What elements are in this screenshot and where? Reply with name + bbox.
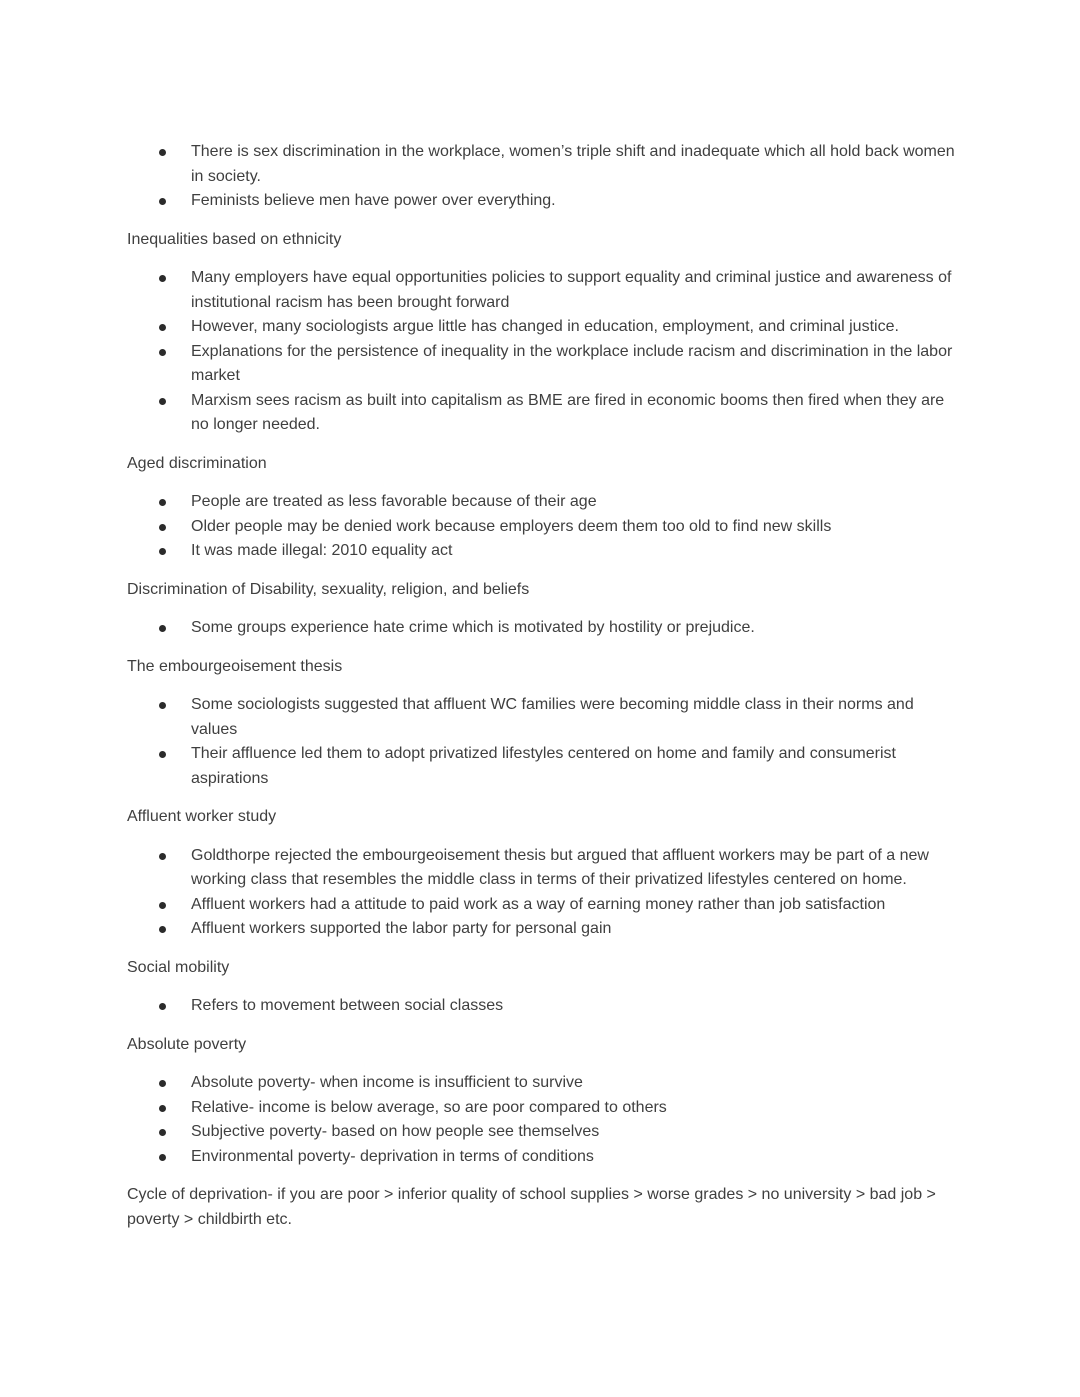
section-heading: Social mobility (127, 958, 230, 976)
bullet-icon (159, 926, 166, 933)
list-item (127, 994, 957, 1019)
list-item (127, 539, 957, 564)
list-item (127, 315, 957, 340)
list-item (127, 1096, 957, 1121)
list-item-text: Some groups experience hate crime which is motivated by hostility or prejudice. (191, 619, 755, 636)
bullet-icon (159, 702, 166, 709)
list-item (127, 893, 957, 918)
list-item (127, 266, 957, 315)
section (127, 578, 957, 641)
list-item (127, 1145, 957, 1170)
list-item (127, 1071, 957, 1096)
section (127, 1033, 957, 1170)
section (127, 956, 957, 1019)
list-item (127, 490, 957, 515)
bullet-list (127, 140, 957, 214)
bullet-icon (159, 625, 166, 632)
list-item (127, 917, 957, 942)
list-item (127, 389, 957, 438)
bullet-icon (159, 198, 166, 205)
bullet-icon (159, 853, 166, 860)
list-item-text: Some sociologists suggested that affluent WC families were becoming middle class in their norms and values (191, 696, 914, 738)
bullet-icon (159, 1154, 166, 1161)
list-item (127, 844, 957, 893)
bullet-icon (159, 324, 166, 331)
bullet-icon (159, 149, 166, 156)
section (127, 805, 957, 942)
bullet-icon (159, 902, 166, 909)
list-item (127, 1120, 957, 1145)
bullet-icon (159, 524, 166, 531)
bullet-icon (159, 1129, 166, 1136)
list-item-text: Older people may be denied work because employers deem them too old to find new skills (191, 517, 832, 535)
list-item-text: Explanations for the persistence of inequality in the workplace include racism and discrimination in the labor market (191, 342, 953, 384)
bullet-icon (159, 751, 166, 758)
list-item-text: Their affluence led them to adopt privatized lifestyles centered on home and family and consumerist aspirations (191, 745, 896, 787)
bullet-icon (159, 398, 166, 405)
bullet-icon (159, 1105, 166, 1112)
list-item-text: It was made illegal: 2010 equality act (191, 542, 453, 559)
list-item (127, 742, 957, 791)
list-item-text: There is sex discrimination in the workplace, women’s triple shift and inadequate which all hold back women in society. (191, 143, 955, 185)
list-item-text: Goldthorpe rejected the embourgeoisement thesis but argued that affluent workers may be part of a new working class that resembles the middle class in terms of their privatized lifestyles centered on home. (191, 846, 929, 888)
bullet-list (127, 616, 957, 641)
list-item (127, 515, 957, 540)
bullet-icon (159, 1080, 166, 1087)
closing-paragraph: Cycle of deprivation- if you are poor > inferior quality of school supplies > worse grades > no university > bad job > poverty > childbirth etc. (127, 1186, 936, 1228)
list-item (127, 693, 957, 742)
list-item-text: Subjective poverty- based on how people see themselves (191, 1123, 600, 1140)
bullet-icon (159, 349, 166, 356)
bullet-icon (159, 548, 166, 555)
bullet-list (127, 490, 957, 564)
bullet-icon (159, 1003, 166, 1010)
section (127, 228, 957, 438)
section-heading: Discrimination of Disability, sexuality, religion, and beliefs (127, 580, 530, 598)
section (127, 140, 957, 214)
bullet-icon (159, 275, 166, 282)
section-heading: Affluent worker study (127, 808, 277, 825)
section-heading: Inequalities based on ethnicity (127, 230, 342, 248)
list-item (127, 616, 957, 641)
list-item-text: Many employers have equal opportunities policies to support equality and criminal justice and awareness of institutional racism has been brought forward (191, 269, 952, 311)
bullet-list (127, 693, 957, 791)
list-item-text: However, many sociologists argue little has changed in education, employment, and criminal justice. (191, 318, 899, 335)
list-item (127, 189, 957, 214)
list-item-text: Refers to movement between social classes (191, 997, 504, 1014)
section-heading: Aged discrimination (127, 454, 267, 472)
list-item-text: Feminists believe men have power over everything. (191, 192, 556, 209)
section (127, 655, 957, 792)
list-item-text: Affluent workers supported the labor party for personal gain (191, 920, 612, 937)
bullet-icon (159, 499, 166, 506)
list-item-text: Marxism sees racism as built into capitalism as BME are fired in economic booms then fired when they are no longer needed. (191, 391, 945, 433)
section-heading: The embourgeoisement thesis (127, 657, 343, 675)
section-heading: Absolute poverty (127, 1035, 247, 1053)
list-item-text: Relative- income is below average, so are poor compared to others (191, 1098, 667, 1116)
list-item (127, 140, 957, 189)
bullet-list (127, 1071, 957, 1169)
bullet-list (127, 994, 957, 1019)
bullet-list (127, 844, 957, 942)
list-item-text: Affluent workers had a attitude to paid work as a way of earning money rather than job satisfaction (191, 895, 886, 913)
list-item-text: Environmental poverty- deprivation in terms of conditions (191, 1147, 594, 1165)
section (127, 452, 957, 564)
list-item-text: People are treated as less favorable because of their age (191, 493, 597, 510)
document-content (127, 126, 957, 1232)
list-item-text: Absolute poverty- when income is insufficient to survive (191, 1074, 583, 1091)
list-item (127, 340, 957, 389)
bullet-list (127, 266, 957, 438)
